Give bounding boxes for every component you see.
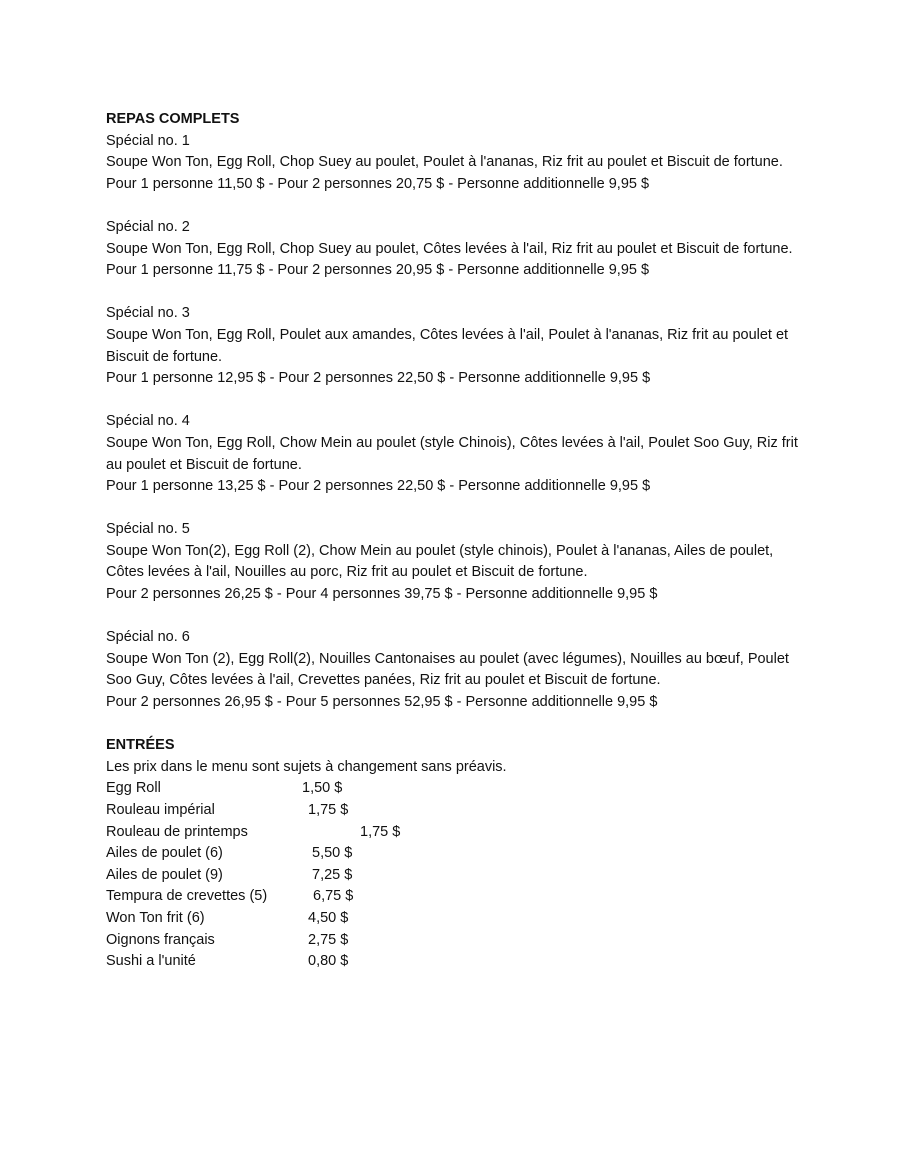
special-description: Soupe Won Ton (2), Egg Roll(2), Nouilles Cantonaises au poulet (avec légumes), Nouilles au bœuf, Poulet Soo Guy, Côtes levées à l'ail, Crevettes panées, Riz frit au poulet et Biscuit de fortune. (106, 650, 789, 689)
entree-name: Ailes de poulet (9) (106, 866, 223, 883)
special-title: Spécial no. 3 (106, 305, 190, 322)
special-description: Soupe Won Ton, Egg Roll, Poulet aux amandes, Côtes levées à l'ail, Poulet à l'ananas, Riz frit au poulet et Biscuit de fortune. (106, 326, 789, 365)
entree-price: 0,80 $ (308, 953, 349, 970)
special-description: Soupe Won Ton, Egg Roll, Chow Mein au poulet (style Chinois), Côtes levées à l'ail, Poulet Soo Guy, Riz frit au poulet et Biscuit de fortune. (106, 434, 798, 473)
entree-name: Tempura de crevettes (5) (106, 888, 268, 905)
entree-price: 1,75 $ (360, 823, 401, 840)
entrees-section (106, 735, 806, 973)
special-description: Soupe Won Ton, Egg Roll, Chop Suey au poulet, Poulet à l'ananas, Riz frit au poulet et Biscuit de fortune. (106, 154, 783, 171)
special-title: Spécial no. 4 (106, 413, 190, 430)
special-3 (106, 303, 806, 389)
entree-price: 7,25 $ (312, 866, 353, 883)
special-title: Spécial no. 1 (106, 132, 190, 149)
entree-name: Rouleau de printemps (106, 823, 248, 840)
special-prices: Pour 1 personne 11,50 $ - Pour 2 personnes 20,75 $ - Personne additionnelle 9,95 $ (106, 175, 650, 192)
entree-price: 6,75 $ (313, 888, 354, 905)
special-5 (106, 519, 806, 605)
special-1 (106, 131, 806, 196)
entree-name: Won Ton frit (6) (106, 909, 205, 926)
entree-row (106, 800, 806, 822)
entree-price: 1,50 $ (302, 780, 343, 797)
price-notice: Les prix dans le menu sont sujets à changement sans préavis. (106, 758, 507, 775)
entree-name: Oignons français (106, 931, 215, 948)
entree-row (106, 951, 806, 973)
entree-price: 2,75 $ (308, 931, 349, 948)
entree-price: 5,50 $ (312, 845, 353, 862)
special-description: Soupe Won Ton(2), Egg Roll (2), Chow Mein au poulet (style chinois), Poulet à l'ananas, Ailes de poulet, Côtes levées à l'ail, Nouilles au porc, Riz frit au poulet et Biscuit de fortune. (106, 542, 774, 581)
repas-heading: REPAS COMPLETS (106, 111, 240, 127)
special-2 (106, 217, 806, 282)
special-4 (106, 411, 806, 497)
special-title: Spécial no. 6 (106, 629, 190, 646)
entree-row (106, 778, 806, 800)
special-title: Spécial no. 2 (106, 218, 190, 235)
entree-name: Ailes de poulet (6) (106, 845, 223, 862)
entree-price: 4,50 $ (308, 909, 349, 926)
entree-price: 1,75 $ (308, 802, 349, 818)
special-description: Soupe Won Ton, Egg Roll, Chop Suey au poulet, Côtes levées à l'ail, Riz frit au poulet et Biscuit de fortune. (106, 240, 793, 257)
entree-row (106, 822, 806, 844)
special-prices: Pour 2 personnes 26,95 $ - Pour 5 personnes 52,95 $ - Personne additionnelle 9,95 $ (106, 694, 658, 711)
special-prices: Pour 1 personne 13,25 $ - Pour 2 personnes 22,50 $ - Personne additionnelle 9,95 $ (106, 478, 651, 495)
entree-row (106, 886, 806, 908)
special-prices: Pour 1 personne 12,95 $ - Pour 2 personnes 22,50 $ - Personne additionnelle 9,95 $ (106, 370, 651, 387)
special-6 (106, 627, 806, 713)
entree-row (106, 930, 806, 952)
menu-content (106, 109, 806, 973)
entree-name: Egg Roll (106, 780, 161, 797)
entree-name: Rouleau impérial (106, 802, 215, 818)
entree-row (106, 843, 806, 865)
special-prices: Pour 2 personnes 26,25 $ - Pour 4 personnes 39,75 $ - Personne additionnelle 9,95 $ (106, 586, 658, 603)
entree-row (106, 908, 806, 930)
special-title: Spécial no. 5 (106, 521, 190, 538)
entree-row (106, 865, 806, 887)
entrees-heading: ENTRÉES (106, 737, 175, 754)
entree-name: Sushi a l'unité (106, 953, 196, 970)
special-prices: Pour 1 personne 11,75 $ - Pour 2 personnes 20,95 $ - Personne additionnelle 9,95 $ (106, 262, 650, 279)
